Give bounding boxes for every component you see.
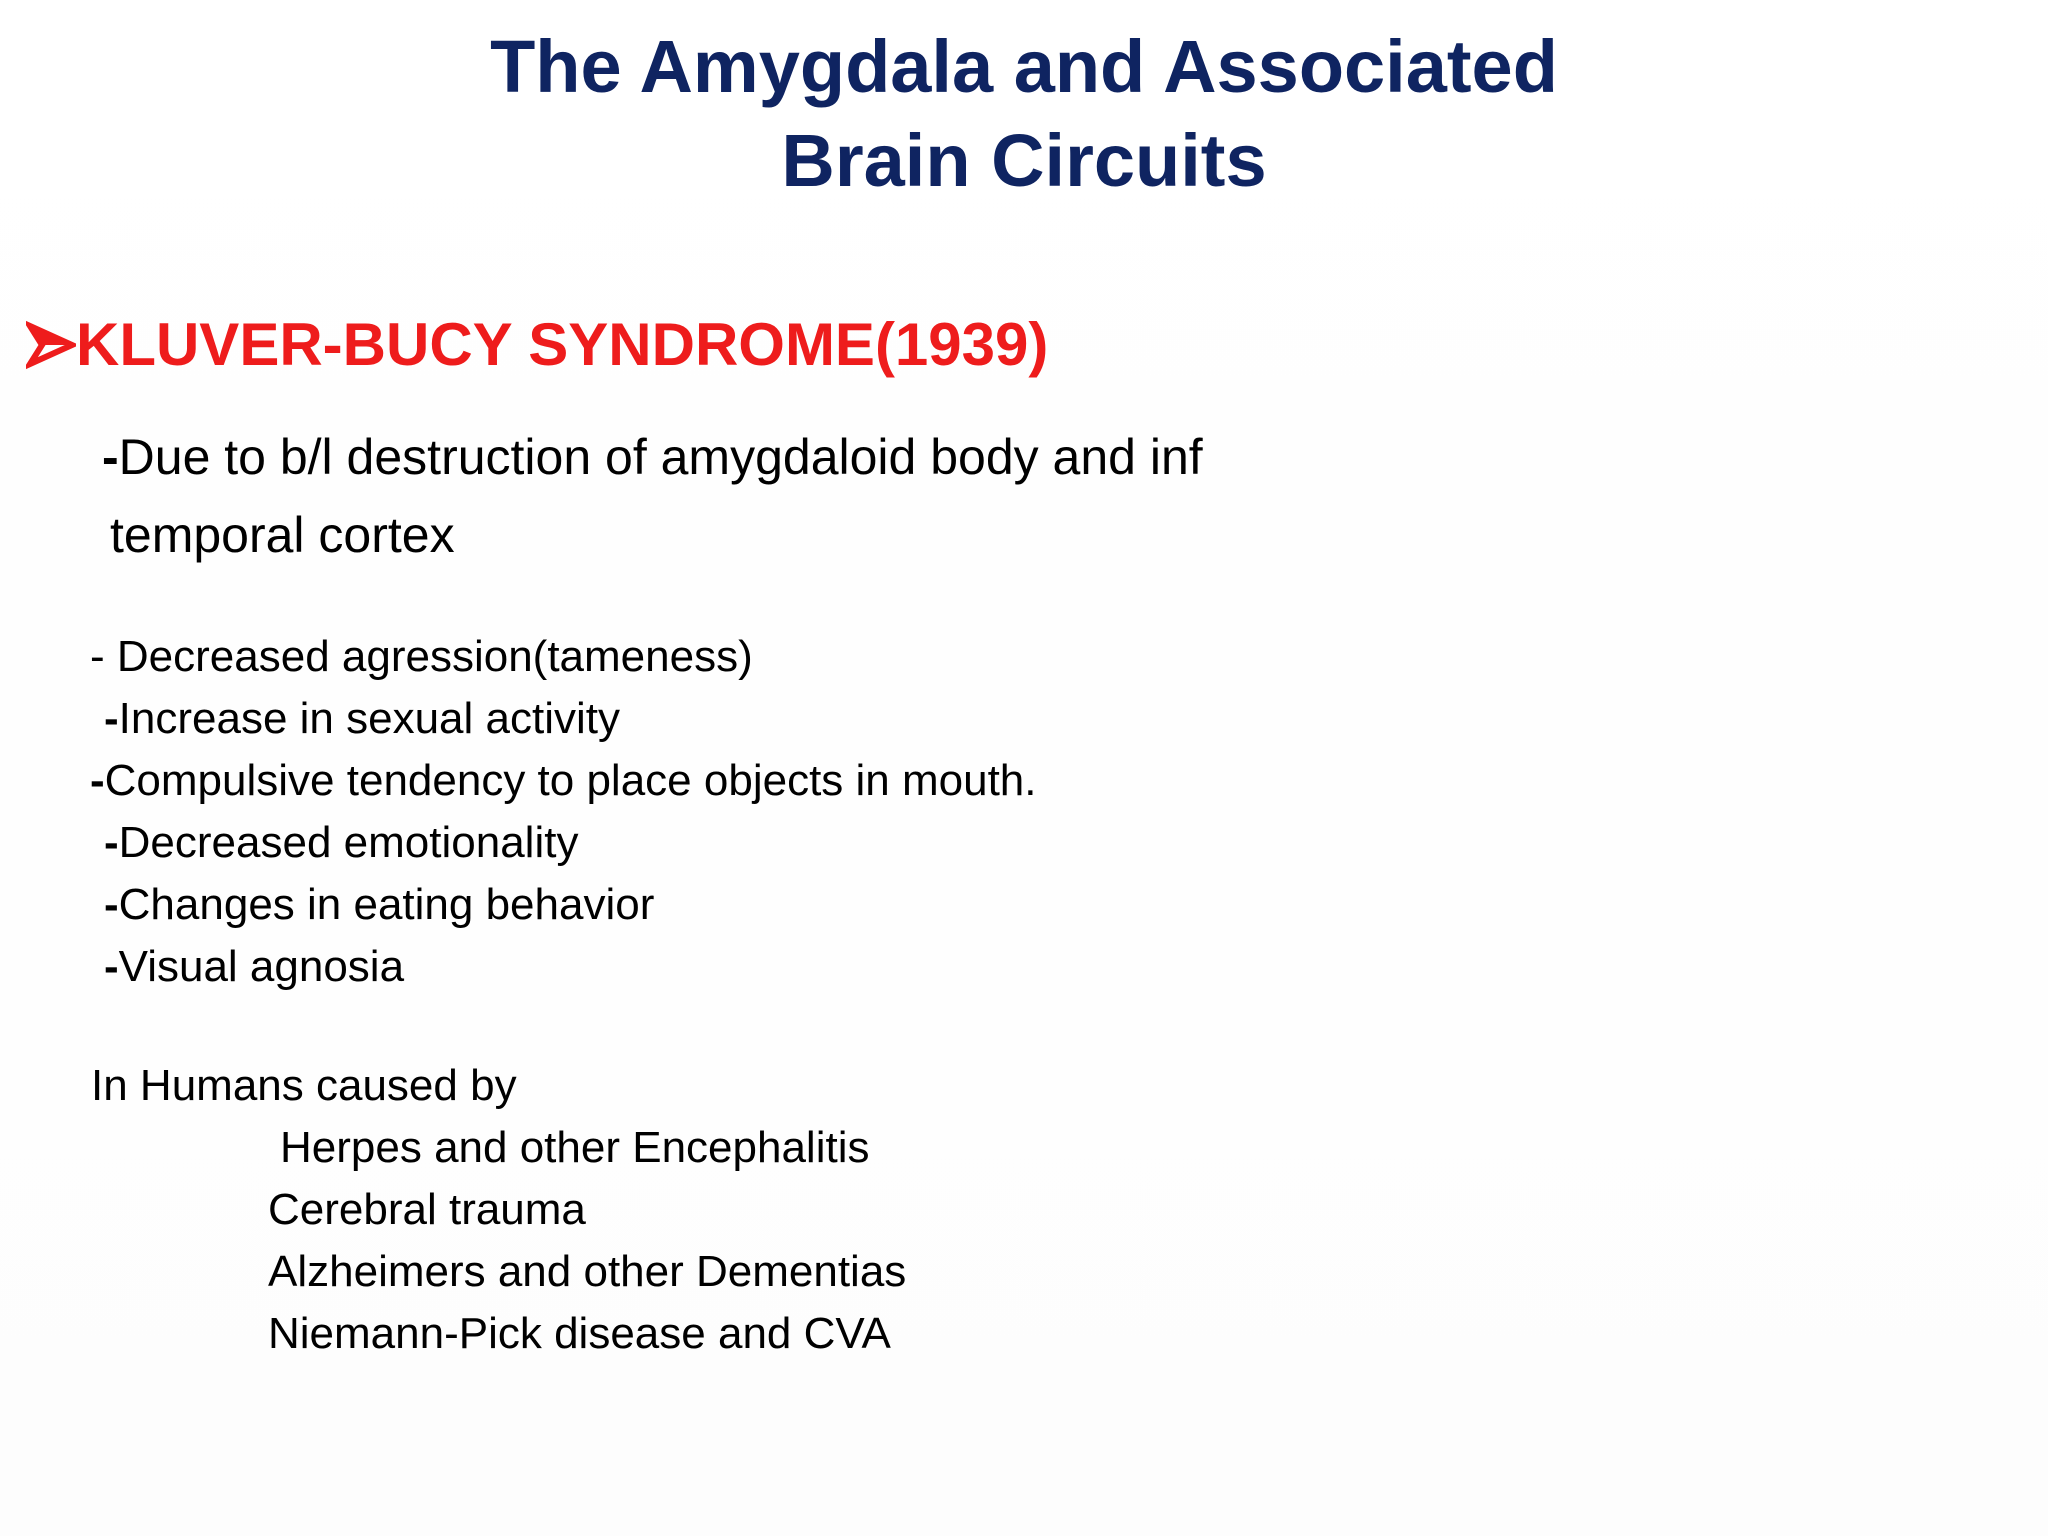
symptom-text: Increase in sexual activity [118,694,620,743]
symptom-text: Compulsive tendency to place objects in mouth. [104,756,1037,805]
arrow-bullet-icon [26,320,76,370]
slide-title [0,20,2048,208]
symptom-list [90,626,1037,998]
symptom-text: Visual agnosia [118,942,405,991]
description-text-1: Due to b/l destruction of amygdaloid body and inf [118,429,1203,485]
section-heading [26,305,1048,385]
description-line-2: temporal cortex [110,507,455,563]
cause-list [268,1117,906,1365]
symptom-item [90,750,1037,812]
symptom-text: Decreased agression(tameness) [104,632,753,681]
cause-item: Cerebral trauma [268,1185,586,1234]
dash: - [90,756,105,805]
description [102,418,1203,574]
dash: - [90,632,105,681]
symptom-item [90,626,1037,688]
dash: - [104,942,119,991]
symptom-item [90,688,1037,750]
heading-text: KLUVER-BUCY SYNDROME(1939) [76,311,1049,378]
title-line-2: Brain Circuits [781,119,1267,202]
dash: - [104,880,119,929]
symptom-item [90,874,1037,936]
dash: - [104,694,119,743]
dash: - [102,429,119,485]
cause-item: Niemann-Pick disease and CVA [268,1309,891,1358]
title-line-1: The Amygdala and Associated [490,25,1558,108]
dash: - [104,818,119,867]
symptom-item [90,812,1037,874]
symptom-text: Decreased emotionality [118,818,579,867]
cause-item: Herpes and other Encephalitis [280,1123,870,1172]
symptom-item [90,936,1037,998]
symptom-text: Changes in eating behavior [118,880,655,929]
cause-item: Alzheimers and other Dementias [268,1247,907,1296]
description-line-1 [102,418,1203,496]
humans-caused-by-label: In Humans caused by [91,1061,517,1110]
